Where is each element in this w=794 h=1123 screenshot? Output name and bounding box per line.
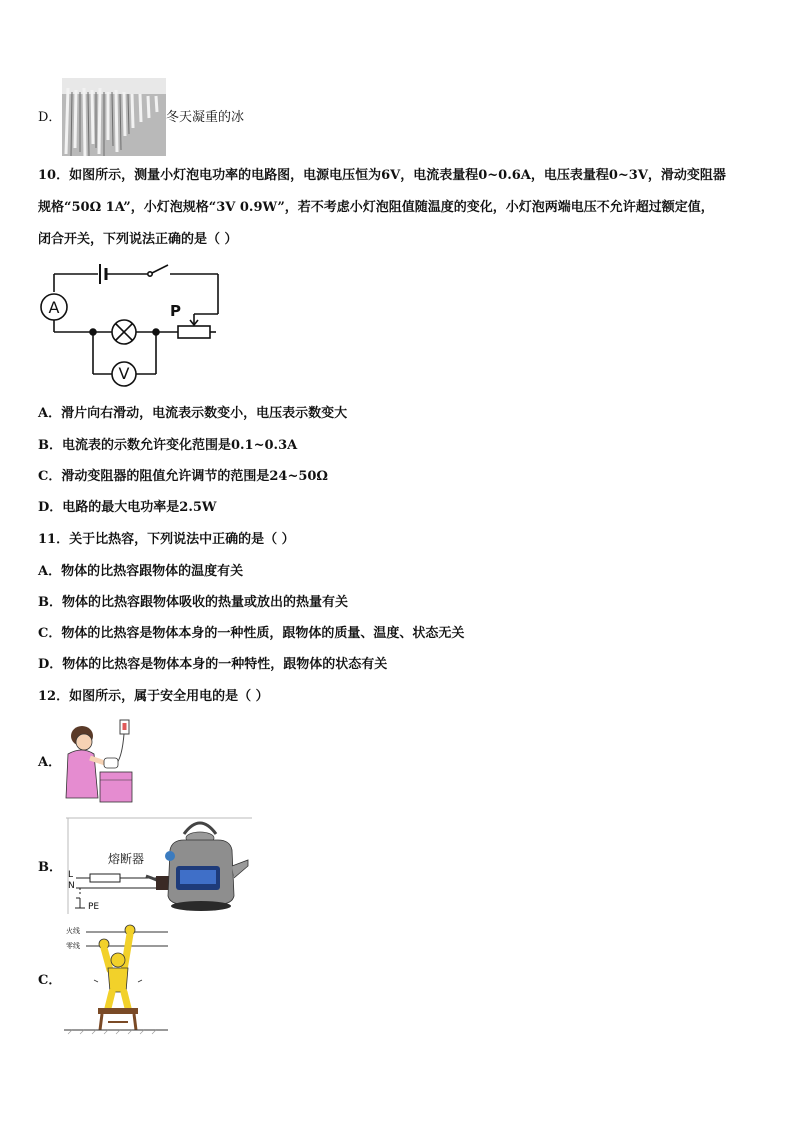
person-touching-wires-picture [64,922,168,1036]
q10-option-c: C．滑动变阻器的阻值允许调节的范围是24~50Ω [38,469,328,484]
q10-option-b: B．电流表的示数允许变化范围是0.1~0.3A [38,438,298,453]
q12-stem: 12．如图所示，属于安全用电的是（ ） [38,689,269,704]
q12-option-c-label: C． [38,973,62,988]
wire-label-neutral: 零线 [66,942,80,950]
q12-option-a-label: A． [38,755,62,770]
slider-label: P [170,302,181,320]
woman-touching-socket-picture [60,718,136,804]
ammeter-label: A [48,298,60,317]
fuse-label: 熔断器 [108,852,145,866]
wire-label-live: 火线 [66,927,80,935]
wire-label-pe: PE [88,902,100,912]
q10-option-d: D．电路的最大电功率是2.5W [38,500,217,515]
q11-option-d: D．物体的比热容是物体本身的一种特性，跟物体的状态有关 [38,657,388,672]
ice-caption: 冬天凝重的冰 [166,110,245,125]
q10-option-a: A．滑片向右滑动，电流表示数变小，电压表示数变大 [38,406,348,421]
q11-option-b: B．物体的比热容跟物体吸收的热量或放出的热量有关 [38,595,348,610]
fuse-symbol [90,874,120,882]
q12-option-b-label: B． [38,860,62,875]
circuit-diagram [40,262,230,388]
wire-label-n: N [68,881,75,891]
q10-stem-line3: 闭合开关，下列说法正确的是（ ） [38,232,238,247]
kettle-with-fuse-picture [66,816,252,914]
q10-stem-line2: 规格“50Ω 1A”，小灯泡规格“3V 0.9W”，若不考虑小灯泡阻值随温度的变化，小灯泡两端电压不允许超过额定值， [38,200,714,215]
q11-stem: 11．关于比热容，下列说法中正确的是（ ） [38,532,295,547]
q10-stem-line1: 10．如图所示，测量小灯泡电功率的电路图，电源电压恒为6V，电流表量程0~0.6A，电压表量程0~3V，滑动变阻器 [38,168,726,183]
q11-option-c: C．物体的比热容是物体本身的一种性质，跟物体的质量、温度、状态无关 [38,626,465,641]
option-d-label: D． [38,110,62,125]
ice-photo [62,78,166,156]
voltmeter-label: V [118,364,130,383]
q11-option-a: A．物体的比热容跟物体的温度有关 [38,564,244,579]
rheostat-symbol [178,326,210,338]
wire-label-l: L [68,870,74,880]
